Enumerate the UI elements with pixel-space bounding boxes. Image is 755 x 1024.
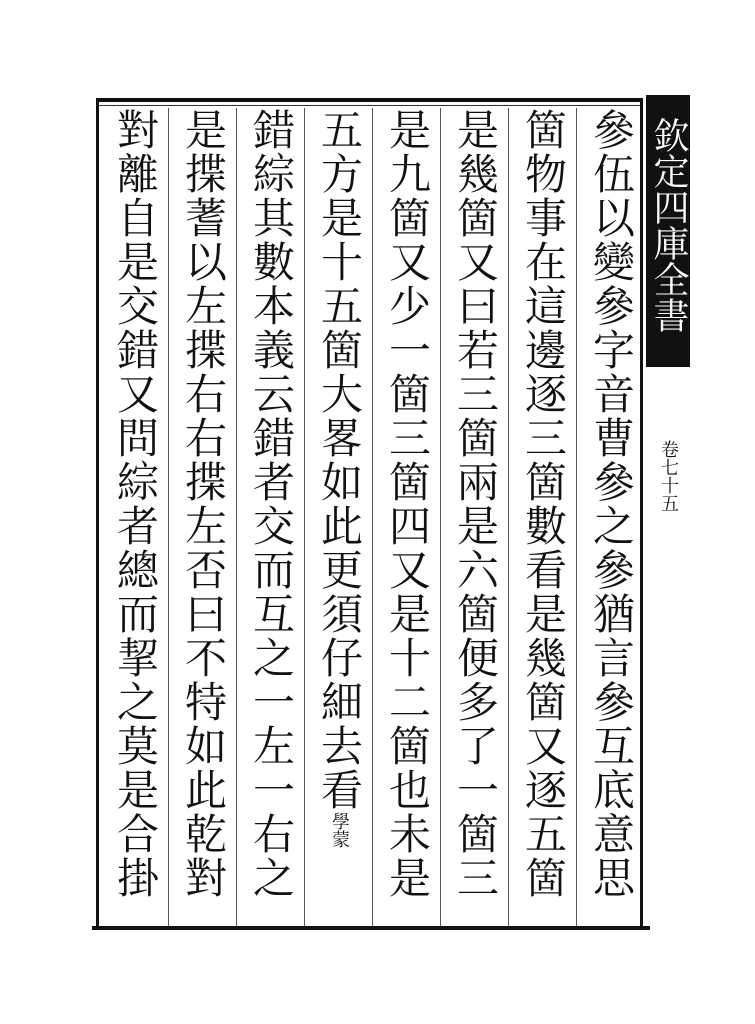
juan-number-label: 卷七十五 — [658, 440, 679, 512]
column-divider — [168, 108, 169, 926]
frame-top-rule — [98, 98, 643, 102]
column-divider — [372, 108, 373, 926]
column-divider — [304, 108, 305, 926]
text-column-3 — [444, 108, 506, 923]
column-text: 五方是十五箇大畧如此更須仔細去看 — [315, 108, 364, 812]
column-text: 箇物事在這邊逐三箇數看是幾箇又逐五箇 — [519, 108, 568, 900]
column-text: 是幾箇又曰若三箇兩是六箇便多了一箇三 — [451, 108, 500, 900]
text-column-1 — [580, 108, 642, 923]
column-divider — [508, 108, 509, 926]
column-divider — [440, 108, 441, 926]
column-text: 是揲蓍以左揲右右揲左否曰不特如此乾對 — [179, 108, 228, 900]
column-text: 錯綜其數本義云錯者交而互之一左一右之 — [247, 108, 296, 900]
column-text: 參伍以變參字音曹參之參猶言參互底意思 — [587, 108, 636, 900]
column-text: 是九箇又少一箇三箇四又是十二箇也未是 — [383, 108, 432, 900]
fish-tail-mark — [646, 345, 690, 367]
text-column-2 — [512, 108, 574, 923]
book-title-label: 欽定四庫全書 — [646, 95, 690, 355]
frame-bottom-rule — [92, 926, 650, 930]
source-note: 學蒙 — [329, 812, 350, 848]
frame-top-inner-rule — [98, 105, 643, 106]
text-column-7 — [172, 108, 234, 923]
column-divider — [576, 108, 577, 926]
column-divider — [236, 108, 237, 926]
text-column-8 — [104, 108, 166, 923]
text-column-5 — [308, 108, 370, 923]
frame-left-rule — [96, 98, 99, 928]
text-column-4 — [376, 108, 438, 923]
text-column-6 — [240, 108, 302, 923]
column-text: 對離自是交錯又問綜者總而挈之莫是合掛 — [111, 108, 160, 900]
